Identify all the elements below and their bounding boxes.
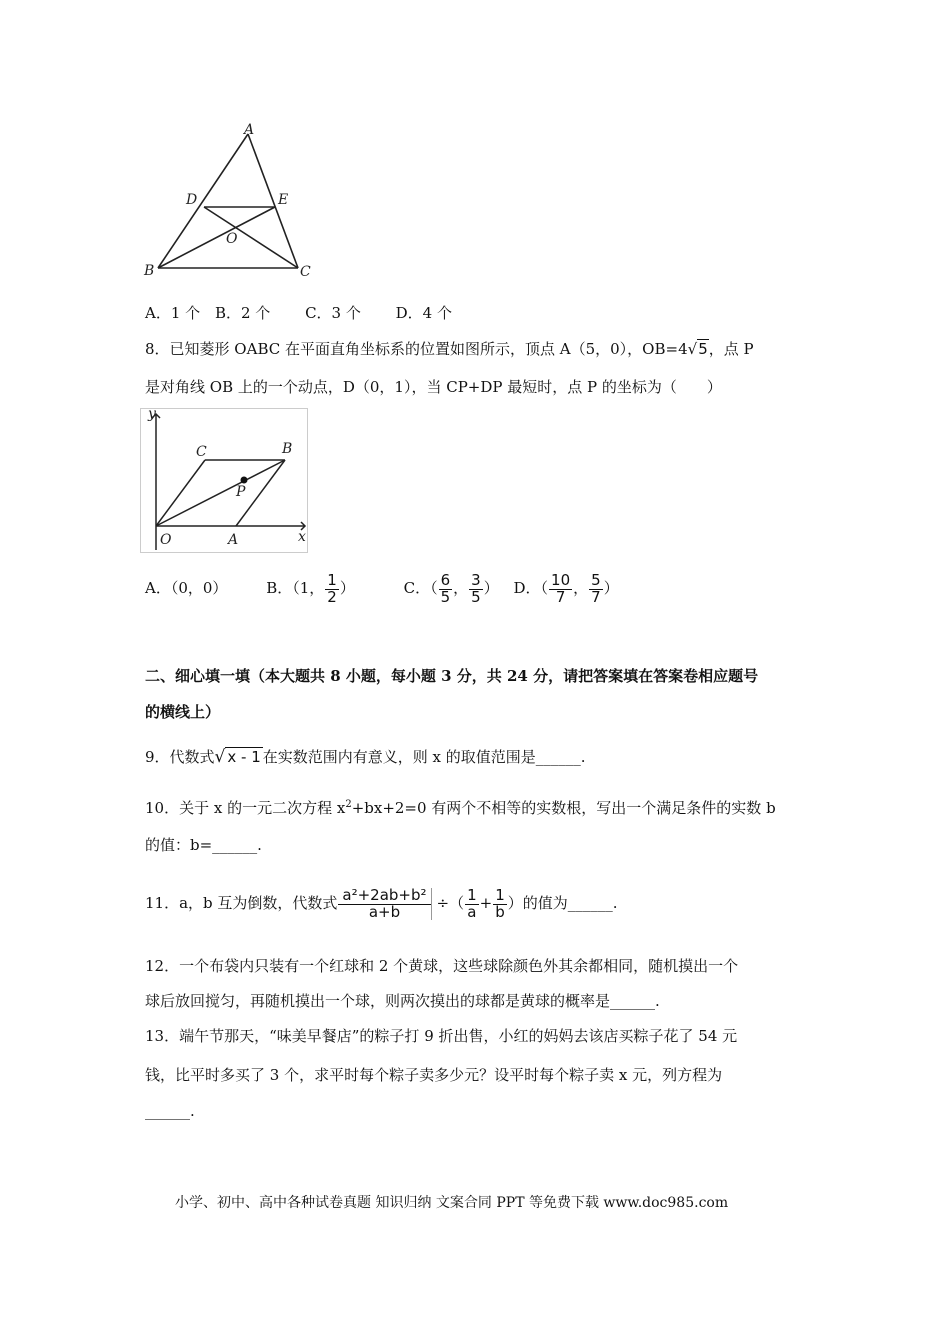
section2-heading-line1: 二、细心填一填（本大题共 8 小题，每小题 3 分，共 24 分，请把答案填在答案卷相应题号: [145, 667, 759, 685]
q13-line1: 13．端午节那天，“味美早餐店”的粽子打 9 折出售，小红的妈妈去该店买粽子花了 54 元: [145, 1027, 738, 1045]
q7-option-d: D．4 个: [395, 304, 452, 322]
sqrt-argument: 5: [698, 340, 708, 358]
label-B: B: [282, 441, 293, 457]
section2-heading-line2: 的横线上）: [145, 703, 221, 721]
q7-option-a: A．1 个: [145, 304, 201, 322]
q11: 11．a，b 互为倒数，代数式 $\frac{\text{a²+2ab+b²}}{a+b}$ ÷（ $\frac{1}{a}$ + $\frac{1}{b}$ ）的值为______.: [145, 885, 618, 921]
q8-option-d: D．（ $\frac{10}{7}$ ， $\frac{5}{7}$ ）: [513, 570, 619, 606]
q8-options: [145, 568, 619, 608]
q7-options: [145, 302, 452, 323]
q12-line2: 球后放回搅匀，再随机摸出一个球，则两次摸出的球都是黄球的概率是______.: [145, 992, 660, 1010]
q13-line3: ______.: [145, 1102, 195, 1120]
triangle-figure: [140, 120, 320, 285]
label-E: E: [278, 192, 289, 208]
q7-option-b: B．2 个: [214, 304, 271, 322]
axis-x-label: x: [298, 529, 306, 545]
q11-main-fraction: $\frac{\text{a²+2ab+b²}}{a+b}$: [338, 888, 431, 921]
sqrt-symbol: √: [687, 340, 698, 358]
label-D: D: [186, 192, 198, 208]
label-C: C: [196, 444, 207, 460]
q13-line2: 钱，比平时多买了 3 个，求平时每个粽子卖多少元？设平时每个粽子卖 x 元，列方程为: [145, 1066, 723, 1084]
q7-option-c: C．3 个: [305, 304, 361, 322]
q12-line1: 12．一个布袋内只装有一个红球和 2 个黄球，这些球除颜色外其余都相同，随机摸出一个: [145, 957, 739, 975]
label-A: A: [228, 532, 239, 548]
label-O: O: [160, 532, 172, 548]
label-B: B: [144, 263, 155, 279]
page-footer: 小学、初中、高中各种试卷真题 知识归纳 文案合同 PPT 等免费下载 www.doc985.com: [175, 1195, 729, 1211]
sqrt-symbol: √: [214, 747, 226, 767]
q10-line2: 的值：b=______.: [145, 836, 262, 854]
label-A: A: [244, 122, 255, 138]
rhombus-coordinate-figure: [140, 408, 310, 554]
label-P: P: [236, 484, 246, 500]
q8-line2: 是对角线 OB 上的一个动点，D（0，1），当 CP+DP 最短时，点 P 的坐标为（ ）: [145, 378, 722, 396]
q8-option-b: B．（1， $\frac{1}{2}$ ）: [266, 570, 355, 606]
label-O: O: [226, 231, 238, 247]
axis-y-label: y: [148, 408, 156, 422]
q10-line1: 10．关于 x 的一元二次方程 $x^2+bx+2=0$ 有两个不相等的实数根，写出一个满足条件的实数 b: [145, 799, 776, 817]
q9: 9．代数式√ x - 1 在实数范围内有意义，则 x 的取值范围是______.: [145, 747, 586, 767]
sqrt-argument: x - 1: [227, 748, 261, 766]
q8-line1: 8．已知菱形 OABC 在平面直角坐标系的位置如图所示，顶点 A（5，0），OB=4√5，点 P: [145, 340, 754, 358]
label-C: C: [300, 264, 311, 280]
q8-option-c: C．（ $\frac{6}{5}$ ， $\frac{3}{5}$ ）: [403, 570, 499, 606]
q8-option-a: A．（0，0）: [145, 579, 228, 597]
